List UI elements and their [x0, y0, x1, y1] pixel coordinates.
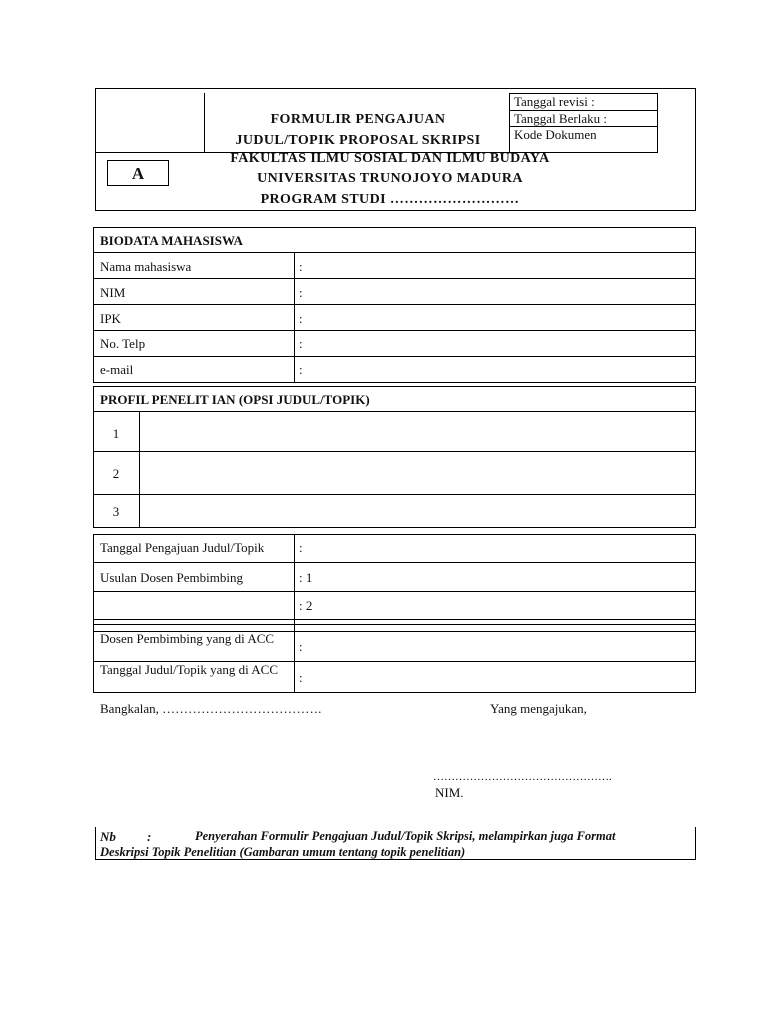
submission-date-label: Tanggal Pengajuan Judul/Topik — [100, 540, 265, 555]
row-divider — [93, 451, 696, 452]
biodata-label-email: e-mail — [100, 362, 134, 377]
column-divider — [139, 411, 140, 528]
note-text-line1: Penyerahan Formulir Pengajuan Judul/Topik Skripsi, melampirkan juga Format — [195, 829, 616, 843]
biodata-label-ipk: IPK — [100, 311, 121, 326]
column-divider — [294, 252, 295, 383]
biodata-label-nim: NIM — [100, 285, 126, 300]
biodata-label-name: Nama mahasiswa — [100, 259, 192, 274]
table-border — [695, 534, 696, 693]
topic-option-number: 3 — [112, 504, 120, 519]
row-divider — [93, 591, 696, 592]
proposed-supervisor-label: Usulan Dosen Pembimbing — [100, 570, 243, 585]
topic-option-3-field[interactable] — [141, 496, 694, 527]
row-divider — [93, 692, 696, 693]
form-title-line1: FORMULIR PENGAJUAN — [270, 112, 446, 127]
row-divider — [93, 411, 696, 412]
topic-option-1-field[interactable] — [141, 413, 694, 450]
submission-date-field[interactable]: : — [299, 540, 303, 555]
form-title-line2: JUDUL/TOPIK PROPOSAL SKRIPSI — [235, 133, 481, 148]
revision-date-label: Tanggal revisi : — [514, 94, 595, 109]
row-divider — [93, 624, 696, 625]
biodata-nim-field[interactable]: : — [299, 285, 303, 300]
biodata-title: BIODATA MAHASISWA — [100, 233, 243, 248]
signature-nim-label: NIM. — [435, 785, 464, 800]
row-divider — [93, 330, 696, 331]
row-divider — [93, 304, 696, 305]
approved-topic-date-label: Tanggal Judul/Topik yang di ACC — [100, 662, 279, 677]
biodata-ipk-field[interactable]: : — [299, 311, 303, 326]
approved-supervisor-label: Dosen Pembimbing yang di ACC — [100, 631, 275, 646]
approved-topic-date-field[interactable]: : — [299, 670, 303, 685]
form-code-label: A — [131, 164, 145, 183]
column-divider — [294, 534, 295, 693]
header-divider — [204, 93, 205, 152]
row-divider — [93, 494, 696, 495]
row-divider — [93, 619, 696, 620]
biodata-phone-field[interactable]: : — [299, 336, 303, 351]
proposed-supervisor-1-field[interactable]: : 1 — [299, 570, 313, 585]
program-name: PROGRAM STUDI ……………………… — [260, 192, 520, 207]
university-name: UNIVERSITAS TRUNOJOYO MADURA — [257, 171, 523, 186]
note-text-line2: Deskripsi Topik Penelitian (Gambaran umum tentang topik penelitian) — [100, 845, 466, 859]
note-border — [95, 827, 96, 860]
biodata-section — [93, 227, 696, 383]
document-code-label: Kode Dokumen — [514, 127, 597, 142]
topic-option-number: 2 — [112, 466, 120, 481]
form-code-box — [107, 160, 169, 186]
approved-supervisor-field[interactable]: : — [299, 639, 303, 654]
topic-option-2-field[interactable] — [141, 453, 694, 493]
research-profile-title: PROFIL PENELIT IAN (OPSI JUDUL/TOPIK) — [100, 392, 370, 407]
topic-option-number: 1 — [112, 426, 120, 441]
proposed-supervisor-2-field[interactable]: : 2 — [299, 598, 313, 613]
row-divider — [93, 562, 696, 563]
biodata-label-phone: No. Telp — [100, 336, 146, 351]
note-prefix: Nb — [100, 829, 116, 844]
note-colon: : — [147, 829, 152, 844]
row-divider — [93, 252, 696, 253]
row-divider — [93, 278, 696, 279]
signature-line: …………………………………………. — [433, 771, 612, 783]
effective-date-label: Tanggal Berlaku : — [514, 111, 607, 126]
applicant-label: Yang mengajukan, — [490, 701, 587, 716]
biodata-name-field[interactable]: : — [299, 259, 303, 274]
note-border — [695, 827, 696, 860]
row-divider — [93, 356, 696, 357]
row-divider — [93, 534, 696, 535]
faculty-name: FAKULTAS ILMU SOSIAL DAN ILMU BUDAYA — [230, 151, 550, 166]
place-date-line: Bangkalan, ………………………………. — [100, 701, 322, 716]
biodata-email-field[interactable]: : — [299, 362, 303, 377]
table-border — [93, 534, 94, 693]
